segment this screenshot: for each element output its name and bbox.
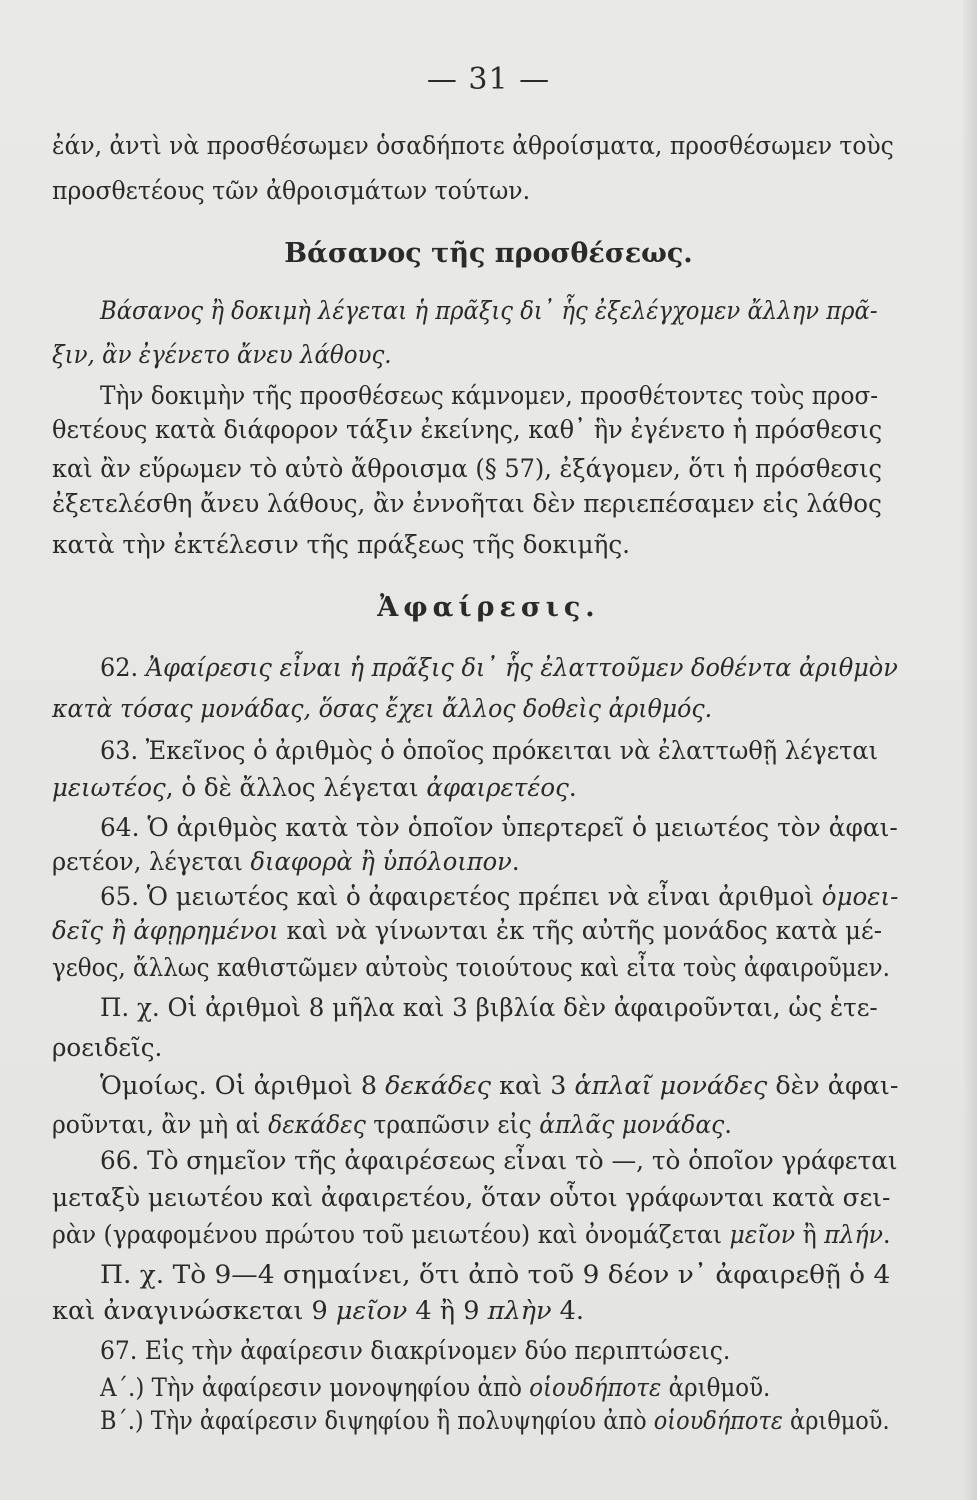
text-line [52, 696, 712, 721]
italic-text: Ἀφαίρεσις εἶναι ἡ πρᾶξις δι᾽ ἧς ἐλαττοῦμεν δοθέντα ἀριθμὸν [145, 653, 898, 682]
italic-text: οἱουδήποτε [653, 1406, 783, 1435]
text-line [52, 342, 392, 367]
text-line [100, 298, 878, 323]
text-segment: κατὰ τὴν ἐκτέλεσιν τῆς πράξεως τῆς δοκιμῆς. [52, 530, 631, 559]
text-line [52, 1222, 890, 1247]
text-line [100, 884, 898, 909]
text-line [100, 1338, 730, 1363]
text-segment: ἢ [795, 1220, 825, 1249]
text-line [52, 1298, 584, 1323]
italic-text: δεκάδες [268, 1110, 366, 1139]
text-segment: ροῦνται, ἂν μὴ αἱ [52, 1110, 269, 1139]
text-line [100, 655, 898, 680]
text-line [52, 1112, 732, 1137]
text-segment: καὶ νὰ γίνωνται ἐκ τῆς αὐτῆς μονάδος κατὰ μέ- [278, 916, 882, 945]
text-segment: 62. [100, 653, 146, 682]
text-segment: . [882, 1220, 891, 1249]
italic-text: δεκάδες [385, 1071, 492, 1100]
text-line [100, 1148, 898, 1173]
text-segment: 4 ἢ 9 [407, 1296, 488, 1325]
italic-text: μεῖον [335, 1296, 408, 1325]
italic-text: μεῖον [729, 1220, 796, 1249]
italic-text: ἁπλαῖ μονάδες [574, 1071, 768, 1100]
text-line [100, 1408, 890, 1433]
text-line [100, 738, 878, 763]
section-heading-afairesis: Ἀφαίρεσις. [377, 592, 600, 623]
text-segment: ἀριθμοῦ. [782, 1406, 890, 1435]
text-line [100, 815, 898, 840]
italic-text: μειωτέος [52, 773, 166, 802]
text-line [52, 456, 882, 481]
text-line [52, 417, 882, 442]
text-segment: προσθετέους τῶν ἀθροισμάτων τούτων. [52, 176, 531, 205]
text-segment: δὲν ἀφαι- [767, 1071, 899, 1100]
text-segment: Β΄.) Τὴν ἀφαίρεσιν διψηφίου ἢ πολυψηφίου ἀπὸ [100, 1406, 654, 1435]
text-segment: ρὰν (γραφομένου πρώτου τοῦ μειωτέου) καὶ ὀνομάζεται [52, 1220, 730, 1249]
text-segment: ἐάν, ἀντὶ νὰ προσθέσωμεν ὁσαδήποτε ἀθροίσματα, προσθέσωμεν τοὺς [52, 131, 894, 160]
text-line [52, 133, 894, 158]
text-line [100, 995, 878, 1020]
text-segment: . [724, 1110, 732, 1139]
text-segment: Τὴν δοκιμὴν τῆς προσθέσεως κάμνομεν, προσθέτοντες τοὺς προσ- [100, 381, 879, 410]
text-segment: Π. χ. Τὸ 9—4 σημαίνει, ὅτι ἀπὸ τοῦ 9 δέον ν᾽ ἀφαιρεθῇ ὁ 4 [100, 1260, 891, 1289]
text-segment: καὶ ἀναγινώσκεται 9 [52, 1296, 336, 1325]
text-line [52, 532, 630, 557]
text-segment: 65. Ὁ μειωτέος καὶ ὁ ἀφαιρετέος πρέπει νὰ εἶναι ἀριθμοὶ [100, 882, 822, 911]
text-line [100, 1375, 770, 1400]
italic-text: πλὴν [487, 1296, 552, 1325]
text-line [100, 383, 878, 408]
italic-text: πλήν [824, 1220, 883, 1249]
italic-text: Βάσανος ἢ δοκιμὴ λέγεται ἡ πρᾶξις δι᾽ ἧς ἐξελέγχομεν ἄλλην πρᾶ- [100, 296, 878, 325]
text-line [52, 955, 890, 980]
text-segment: ἐξετελέσθη ἄνευ λάθους, ἂν ἐννοῆται δὲν περιεπέσαμεν εἰς λάθος [52, 489, 882, 518]
italic-text: ἀφαιρετέος [426, 773, 569, 802]
italic-text: ἁπλᾶς μονάδας [539, 1110, 725, 1139]
text-segment: ροειδεῖς. [52, 1033, 163, 1062]
text-segment: Π. χ. Οἱ ἀριθμοὶ 8 μῆλα καὶ 3 βιβλία δὲν ἀφαιροῦνται, ὡς ἑτε- [100, 993, 878, 1022]
page-number: — 31 — [426, 62, 551, 97]
italic-text: ὁμοει- [821, 882, 899, 911]
text-line [52, 849, 520, 874]
text-segment: 66. Τὸ σημεῖον τῆς ἀφαιρέσεως εἶναι τὸ —, τὸ ὁποῖον γράφεται [100, 1146, 898, 1175]
text-segment: καὶ ἂν εὕρωμεν τὸ αὐτὸ ἄθροισμα (§ 57), ἐξάγομεν, ὅτι ἡ πρόσθεσις [52, 454, 882, 483]
text-line [100, 1073, 898, 1098]
text-segment: 64. Ὁ ἀριθμὸς κατὰ τὸν ὁποῖον ὑπερτερεῖ ὁ μειωτέος τὸν ἀφαι- [100, 813, 898, 842]
italic-text: κατὰ τόσας μονάδας, ὅσας ἔχει ἄλλος δοθεὶς ἀριθμός. [52, 694, 713, 723]
italic-text: διαφορὰ ἢ ὑπόλοιπον [250, 847, 512, 876]
text-segment: ἀριθμοῦ. [661, 1373, 771, 1402]
italic-text: ξιν, ἂν ἐγένετο ἄνευ λάθους. [52, 340, 392, 369]
italic-text: δεῖς ἢ ἀφῃρημένοι [52, 916, 279, 945]
text-line [52, 1035, 162, 1060]
text-segment: τραπῶσιν εἰς [365, 1110, 540, 1139]
text-segment: μεταξὺ μειωτέου καὶ ἀφαιρετέου, ὅταν οὗτοι γράφωνται κατὰ σει- [52, 1183, 891, 1212]
text-segment: γεθος, ἄλλως καθιστῶμεν αὐτοὺς τοιούτους καὶ εἶτα τοὺς ἀφαιροῦμεν. [52, 953, 890, 982]
text-segment: Ὁμοίως. Οἱ ἀριθμοὶ 8 [100, 1071, 386, 1100]
text-segment: 4. [551, 1296, 585, 1325]
text-line [52, 918, 882, 943]
text-line [52, 1185, 890, 1210]
text-segment: ρετέον, λέγεται [52, 847, 251, 876]
page-edge-shadow [963, 0, 977, 1500]
text-segment: . [568, 773, 577, 802]
section-heading-basanos: Βάσανος τῆς προσθέσεως. [284, 238, 693, 269]
text-line [100, 1262, 890, 1287]
text-segment: καὶ 3 [491, 1071, 575, 1100]
text-segment: , ὁ δὲ ἄλλος λέγεται [165, 773, 427, 802]
text-segment: . [511, 847, 520, 876]
text-segment: 63. Ἐκεῖνος ὁ ἀριθμὸς ὁ ὁποῖος πρόκειται νὰ ἐλαττωθῇ λέγεται [100, 736, 879, 765]
text-segment: 67. Εἰς τὴν ἀφαίρεσιν διακρίνομεν δύο περιπτώσεις. [100, 1336, 731, 1365]
text-segment: θετέους κατὰ διάφορον τάξιν ἐκείνης, καθ᾽ ἣν ἐγένετο ἡ πρόσθεσις [52, 415, 883, 444]
text-segment: Α΄.) Τὴν ἀφαίρεσιν μονοψηφίου ἀπὸ [100, 1373, 530, 1402]
text-line [52, 178, 530, 203]
italic-text: οἱουδήποτε [529, 1373, 662, 1402]
text-line [52, 775, 577, 800]
text-line [52, 491, 882, 516]
